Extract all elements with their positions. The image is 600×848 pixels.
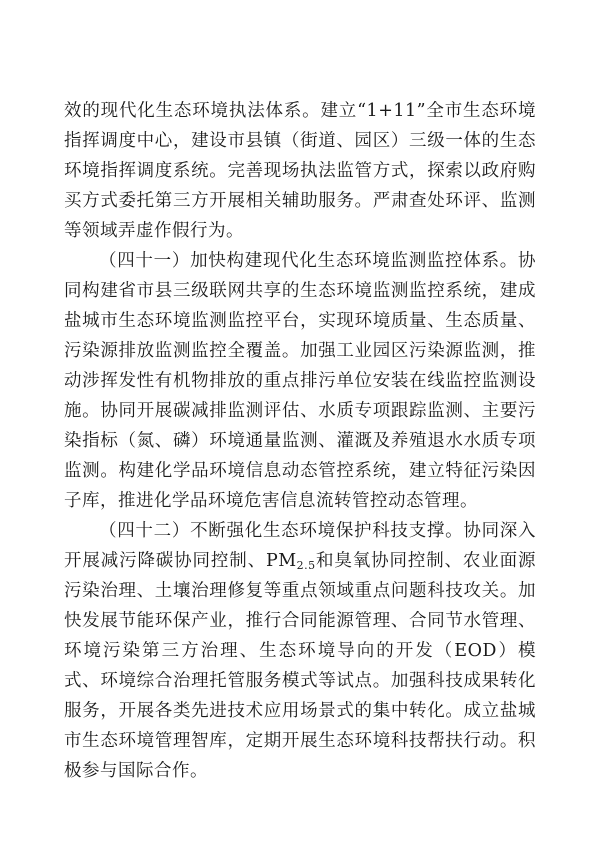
document-body xyxy=(64,96,536,786)
paragraph-42 xyxy=(64,516,536,786)
paragraph-continuation: 效的现代化生态环境执法体系。建立“1+11”全市生态环境指挥调度中心，建设市县镇（街道、园区）三级一体的生态环境指挥调度系统。完善现场执法监管方式，探索以政府购买方式委托第三方开展相关辅助服务。严肃查处环评、监测等领域弄虚作假行为。 xyxy=(64,101,536,241)
paragraph-41: （四十一）加快构建现代化生态环境监测监控体系。协同构建省市县三级联网共享的生态环境监测监控系统，建成盐城市生态环境监测监控平台，实现环境质量、生态质量、污染源排放监测监控全覆盖。加强工业园区污染源监测，推动涉挥发性有机物排放的重点排污单位安装在线监控监测设施。协同开展碳减排监测评估、水质专项跟踪监测、主要污染指标（氮、磷）环境通量监测、灌溉及养殖退水水质专项监测。构建化学品环境信息动态管控系统，建立特征污染因子库，推进化学品环境危害信息流转管控动态管理。 xyxy=(64,251,536,511)
pm25-subscript: 2.5 xyxy=(296,559,316,572)
paragraph-42-text-after-subscript: 和臭氧协同控制、农业面源污染治理、土壤治理修复等重点领域重点问题科技攻关。加快发展节能环保产业，推行合同能源管理、合同节水管理、环境污染第三方治理、生态环境导向的开发（EOD）模式、环境综合治理托管服务模式等试点。加强科技成果转化服务，开展各类先进技术应用场景式的集中转化。成立盐城市生态环境管理智库，定期开展生态环境科技帮扶行动。积极参与国际合作。 xyxy=(64,551,536,781)
paragraph-42-text-before-subscript: （四十二）不断强化生态环境保护科技支撑。协同深入开展减污降碳协同控制、PM xyxy=(64,521,536,571)
